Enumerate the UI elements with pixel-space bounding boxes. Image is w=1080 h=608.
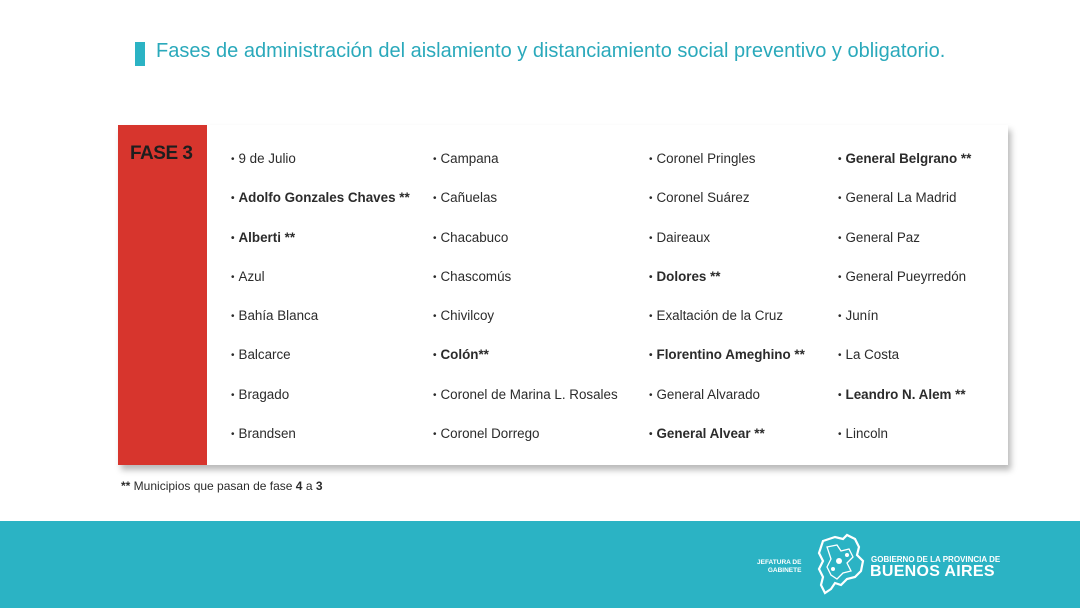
municipality-column-4 xyxy=(838,151,971,465)
government-caption: GOBIERNO DE LA PROVINCIA DE xyxy=(871,555,1001,564)
municipality-name: Campana xyxy=(440,151,499,166)
municipality-name: Dolores ** xyxy=(656,268,721,284)
list-item: • Coronel Pringles xyxy=(649,151,756,166)
municipality-name: General Alvarado xyxy=(656,386,760,402)
footnote-to-phase: 3 xyxy=(315,479,323,493)
list-item: • Balcarce xyxy=(231,347,291,363)
list-item: • Chivilcoy xyxy=(433,308,495,324)
list-item: • General Alvarado xyxy=(649,386,760,402)
list-item: • Brandsen xyxy=(231,426,296,442)
list-item: • General Belgrano ** xyxy=(838,151,972,166)
list-item: • La Costa xyxy=(838,347,900,363)
list-item: • Azul xyxy=(231,268,265,284)
footnote xyxy=(121,479,323,493)
municipality-name: La Costa xyxy=(845,347,900,363)
municipality-name: Coronel Suárez xyxy=(656,190,750,206)
municipality-name: Junín xyxy=(845,308,879,324)
list-item: • Coronel Dorrego xyxy=(433,426,540,442)
list-item: • Florentino Ameghino ** xyxy=(649,347,805,363)
municipality-name: Florentino Ameghino ** xyxy=(656,347,805,363)
list-item: • General Paz xyxy=(838,229,920,245)
municipality-name: Daireaux xyxy=(656,229,711,245)
municipality-name: Adolfo Gonzales Chaves ** xyxy=(238,190,410,206)
list-item: • Leandro N. Alem ** xyxy=(838,386,966,402)
municipality-name: Cañuelas xyxy=(440,190,498,206)
list-item: • Lincoln xyxy=(838,426,888,442)
municipality-column-3 xyxy=(649,151,805,465)
list-item: • General Alvear ** xyxy=(649,426,765,442)
municipality-name: Balcarce xyxy=(238,347,291,363)
municipality-name: Bahía Blanca xyxy=(238,308,319,324)
footer-band xyxy=(0,521,1080,608)
municipality-name: Leandro N. Alem ** xyxy=(845,386,966,402)
province-name: BUENOS AIRES xyxy=(870,563,995,580)
list-item: • Cañuelas xyxy=(433,190,498,206)
list-item: • Chascomús xyxy=(433,268,512,284)
list-item: • Junín xyxy=(838,308,879,324)
municipality-name: Colón** xyxy=(440,347,489,363)
list-item: • Dolores ** xyxy=(649,268,721,284)
municipality-name: Bragado xyxy=(238,386,290,402)
phase-label: FASE 3 xyxy=(130,143,193,164)
list-item: • 9 de Julio xyxy=(231,151,296,166)
municipality-name: General Pueyrredón xyxy=(845,268,967,284)
list-item: • Colón** xyxy=(433,347,489,363)
municipality-name: General La Madrid xyxy=(845,190,957,206)
municipality-name: Azul xyxy=(238,268,265,284)
municipality-name: Coronel Pringles xyxy=(656,151,756,166)
municipality-name: Coronel Dorrego xyxy=(440,426,540,442)
phase-card xyxy=(118,125,1008,465)
municipality-name: Lincoln xyxy=(845,426,888,442)
list-item: • Coronel Suárez xyxy=(649,190,750,206)
footnote-stars: ** xyxy=(121,479,131,493)
footnote-text: Municipios que pasan de fase xyxy=(130,479,296,493)
list-item: • Bragado xyxy=(231,386,290,402)
municipality-name: Brandsen xyxy=(238,426,296,442)
list-item: • General La Madrid xyxy=(838,190,957,206)
list-item: • Campana xyxy=(433,151,499,166)
municipality-name: General Alvear ** xyxy=(656,426,765,442)
list-item: • Chacabuco xyxy=(433,229,509,245)
municipality-name: 9 de Julio xyxy=(238,151,296,166)
province-map-icon xyxy=(817,533,865,597)
jefatura-line-1: JEFATURA DE xyxy=(757,559,802,566)
municipality-name: Chivilcoy xyxy=(440,308,495,324)
municipality-column-2 xyxy=(433,151,618,465)
jefatura-line-2: GABINETE xyxy=(767,567,802,574)
page-title: Fases de administración del aislamiento y distanciamiento social preventivo y obligatorio. xyxy=(156,40,946,62)
list-item: • Bahía Blanca xyxy=(231,308,319,324)
list-item: • Coronel de Marina L. Rosales xyxy=(433,386,618,402)
list-item: • Exaltación de la Cruz xyxy=(649,308,784,324)
municipality-name: Coronel de Marina L. Rosales xyxy=(440,386,618,402)
list-item: • Alberti ** xyxy=(231,229,296,245)
municipality-name: General Paz xyxy=(845,229,920,245)
municipality-name: General Belgrano ** xyxy=(845,151,972,166)
footnote-mid: a xyxy=(302,479,316,493)
phase-tab xyxy=(118,125,207,465)
municipality-name: Chacabuco xyxy=(440,229,509,245)
municipality-column-1 xyxy=(231,151,410,465)
list-item: • Daireaux xyxy=(649,229,711,245)
title-accent-bar xyxy=(135,42,145,66)
list-item: • General Pueyrredón xyxy=(838,268,967,284)
list-item: • Adolfo Gonzales Chaves ** xyxy=(231,190,410,206)
footnote-from-phase: 4 xyxy=(295,479,303,493)
municipality-name: Chascomús xyxy=(440,268,512,284)
municipality-name: Alberti ** xyxy=(238,229,296,245)
municipality-name: Exaltación de la Cruz xyxy=(656,308,784,324)
jefatura-logo-text xyxy=(757,559,801,575)
